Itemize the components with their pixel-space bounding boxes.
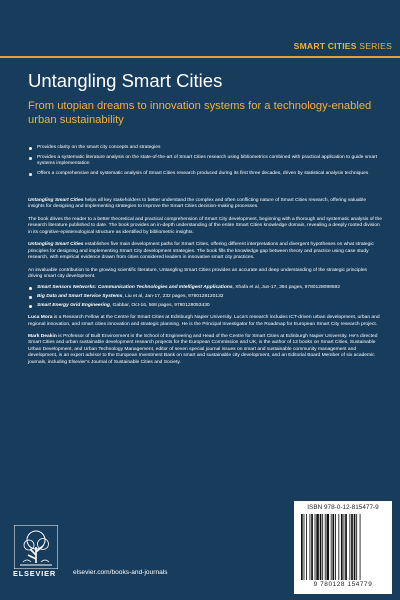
paragraph-text: helps all key stakeholders to better understand the complex and often conflicting nature of Smart Cities research, offering valuable insights for designing and implementing strategies to improve the Smart Cities decision-making processes. [28, 198, 367, 210]
related-title-item [28, 294, 382, 300]
key-features-list [28, 145, 390, 181]
feature-item: Provides a systematic literature analysis on the state-of-the-art of Smart Cities research using bibliometrics combined with practical application to guide smart systems implementation [28, 155, 390, 168]
related-title-item [28, 303, 382, 309]
publisher-name: ELSEVIER [13, 569, 56, 578]
author-bio [28, 334, 382, 366]
author-bio-text: is a Research Fellow at the Centre for Smart Cities at Edinburgh Napier University. Luca’s research includes ICT-driven urban development, urban and regional innovation, and smart cities innovation and strategic planning. He is the Principal Investigator for the Roadmap for European Smart City research project. [28, 315, 380, 327]
author-bio [28, 315, 382, 328]
isbn-box [294, 501, 392, 594]
related-title: Big Data and Smart Service Systems [37, 293, 123, 299]
description [28, 198, 382, 372]
description-paragraph [28, 268, 382, 281]
title-mention: Untangling Smart Cities [28, 198, 84, 203]
book-subtitle: From utopian dreams to innovation systems for a technology-enabled urban sustainability [28, 100, 372, 126]
paragraph-text: An invaluable contribution to the growing scientific literature, Untangling Smart Cities provides an accurate and deep understanding of the strategic principles driving smart city development. [28, 267, 368, 280]
author-name: Mark Deakin [28, 333, 57, 339]
author-bio-text: is Professor of Built Environment in the School of Engineering and Head of the Centre for Smart Cities at Edinburgh Napier University. He’s directed Smart Cities and urban sustainable development research projects for the European Commission and UK, is the author of 12 books on Smart Cities, Sustainable Urban Development, and Urban Technology Management, editor of seven special journal issues on smart and sustainable community management and development, is an expert advisor to the European Investment Bank on smart and sustainable city development, and an Editorial Board Member of six academic journals, including Elsevier’s Journal of Sustainable Cities and Society. [28, 333, 378, 365]
author-name: Luca Mora [28, 315, 53, 321]
title-mention: Untangling Smart Cities [28, 242, 84, 248]
description-paragraph [28, 217, 382, 236]
related-titles-list [28, 285, 382, 310]
series-name: SMART CITIES [293, 41, 357, 51]
barcode-icon [300, 514, 386, 580]
isbn-label: ISBN 978-0-12-815477-9 [307, 504, 379, 511]
paragraph-text: establishes five main development paths for Smart Cities, offering different interpretations and divergent hypotheses on what strategic principles for designing and implementing Smart City development strategies. The book fills the knowledge gap between theory and practice using case study research, with empirical evidence drawn from cities considered leaders in innovative smart city practices. [28, 242, 374, 261]
series-header [0, 0, 400, 58]
publisher-url[interactable]: elsevier.com/books-and-journals [73, 569, 168, 576]
book-title: Untangling Smart Cities [28, 70, 223, 91]
description-paragraph [28, 198, 382, 211]
header-rule [0, 56, 400, 58]
feature-item: Provides clarity on the smart city concepts and strategies [28, 145, 390, 151]
paragraph-text: The book drives the reader to a better theoretical and practical comprehension of Smart City development, beginning with a thorough and systematic analysis of the research literature published to date. The book provides an in-depth understanding of the entire Smart Cities knowledge domain, revealing a deeply rooted division in its cognitive-epistemological structure as identified by bibliometric insights. [28, 216, 382, 235]
barcode-number: 9 780128 154779 [313, 581, 373, 588]
related-title: Smart Sensors Networks: Communication Technologies and Intelligent Applications [37, 284, 233, 290]
related-details: , Liu et al, Jan-17, 232 pages, 9780128120132 [122, 293, 224, 299]
series-suffix: SERIES [356, 41, 392, 51]
related-details: , Gabbar, Oct-16, 568 pages, 9780128053430 [109, 302, 210, 308]
related-title: Smart Energy Grid Engineering [37, 302, 110, 308]
series-label [294, 41, 392, 51]
related-details: , Xhafa et al, Jun-17, 394 pages, 9780128098592 [232, 284, 340, 290]
elsevier-tree-logo-icon [14, 525, 58, 569]
related-title-item [28, 285, 382, 291]
feature-item: Offers a comprehensive and systematic analysis of Smart Cities research produced during its first three decades, driven by statistical analysis techniques [28, 171, 390, 177]
description-paragraph [28, 242, 382, 261]
